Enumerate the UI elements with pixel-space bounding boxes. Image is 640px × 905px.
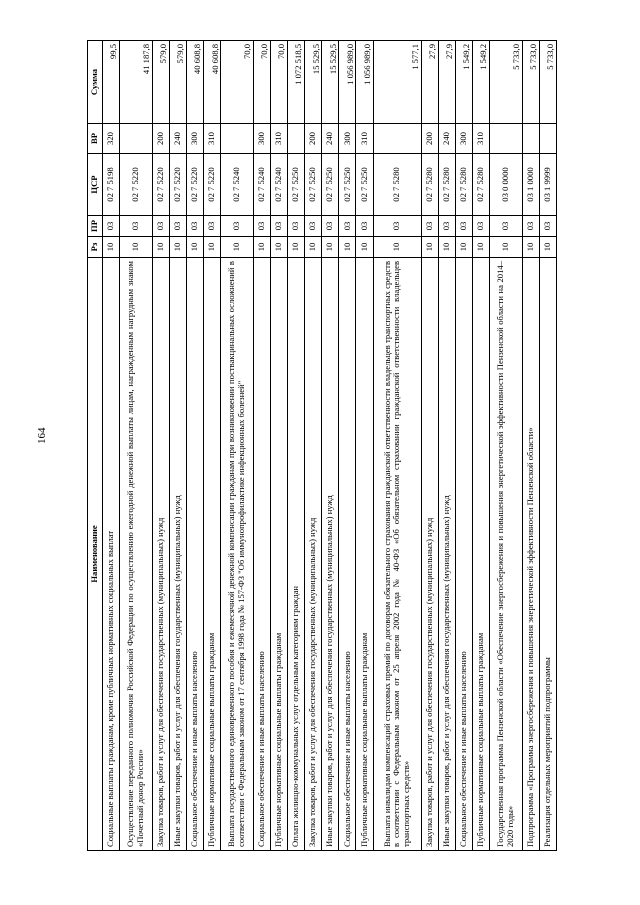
- cell-vr: [287, 124, 304, 154]
- table-row: [120, 41, 153, 851]
- table-row: [270, 41, 287, 851]
- cell-csr: 02 7 5220: [204, 154, 221, 216]
- cell-name: Подпрограмма «Программа энергосбережения и повышения энергетической эффективности Пензенской области»: [522, 258, 539, 851]
- cell-rz: 10: [522, 237, 539, 258]
- cell-name: Социальное обеспечение и иные выплаты населению: [455, 258, 472, 851]
- cell-vr: [539, 124, 556, 154]
- cell-pr: 03: [287, 216, 304, 237]
- table-row: [305, 41, 322, 851]
- cell-pr: 03: [322, 216, 339, 237]
- cell-rz: 10: [169, 237, 186, 258]
- cell-name: Государственная программа Пензенской области «Обеспечение энергосбережения и повышения энергетической эффективности Пензенской области на 2014–2020 годы»: [490, 258, 523, 851]
- cell-name: Социальное обеспечение и иные выплаты населению: [186, 258, 203, 851]
- cell-vr: 240: [322, 124, 339, 154]
- cell-csr: 02 7 5240: [253, 154, 270, 216]
- table-row: [186, 41, 203, 851]
- header-pr: ПР: [88, 216, 103, 237]
- cell-pr: 03: [539, 216, 556, 237]
- header-rz: Рз: [88, 237, 103, 258]
- table-row: [204, 41, 221, 851]
- cell-vr: [221, 124, 254, 154]
- cell-name: Иные закупки товаров, работ и услуг для обеспечения государственных (муниципальных) нужд: [169, 258, 186, 851]
- cell-name: Социальное обеспечение и иные выплаты населению: [253, 258, 270, 851]
- cell-pr: 03: [204, 216, 221, 237]
- cell-csr: 02 7 5250: [356, 154, 373, 216]
- cell-sum: 579,0: [169, 41, 186, 124]
- cell-rz: 10: [356, 237, 373, 258]
- cell-sum: 70,0: [221, 41, 254, 124]
- cell-rz: 10: [438, 237, 455, 258]
- cell-csr: 02 7 5198: [103, 154, 120, 216]
- table-row: [455, 41, 472, 851]
- page-number: 164: [36, 427, 48, 444]
- cell-csr: 02 7 5250: [322, 154, 339, 216]
- cell-rz: 10: [490, 237, 523, 258]
- table-row: [522, 41, 539, 851]
- cell-sum: 99,5: [103, 41, 120, 124]
- table-row: [152, 41, 169, 851]
- cell-vr: [490, 124, 523, 154]
- cell-vr: 300: [455, 124, 472, 154]
- cell-pr: 03: [490, 216, 523, 237]
- cell-vr: 300: [339, 124, 356, 154]
- cell-pr: 03: [438, 216, 455, 237]
- cell-rz: 10: [120, 237, 153, 258]
- cell-rz: 10: [204, 237, 221, 258]
- cell-sum: 1 549,2: [455, 41, 472, 124]
- cell-name: Публичные нормативные социальные выплаты гражданам: [270, 258, 287, 851]
- cell-sum: 40 608,8: [186, 41, 203, 124]
- cell-name: Иные закупки товаров, работ и услуг для обеспечения государственных (муниципальных) нужд: [322, 258, 339, 851]
- cell-sum: 40 608,8: [204, 41, 221, 124]
- cell-rz: 10: [421, 237, 438, 258]
- cell-vr: 310: [270, 124, 287, 154]
- cell-pr: 03: [356, 216, 373, 237]
- header-csr: ЦСР: [88, 154, 103, 216]
- cell-csr: 03 1 0000: [522, 154, 539, 216]
- cell-csr: 02 7 5280: [421, 154, 438, 216]
- cell-csr: 02 7 5220: [186, 154, 203, 216]
- cell-vr: 310: [204, 124, 221, 154]
- cell-csr: 02 7 5220: [152, 154, 169, 216]
- cell-name: Выплата государственного единовременного пособия и ежемесячной денежной компенсации гражданам при возникновении поствакцинальных осложнений в соответствии с Федеральным законом от 17 сентября 1998 года № 157-ФЗ "Об иммунопрофилактике инфекционных болезней": [221, 258, 254, 851]
- cell-vr: 200: [305, 124, 322, 154]
- cell-vr: 200: [152, 124, 169, 154]
- cell-csr: 03 1 9999: [539, 154, 556, 216]
- cell-sum: 1 056 989,0: [356, 41, 373, 124]
- cell-pr: 03: [169, 216, 186, 237]
- cell-rz: 10: [322, 237, 339, 258]
- cell-sum: 27,9: [421, 41, 438, 124]
- table-row: [421, 41, 438, 851]
- cell-name: Выплата инвалидам компенсаций страховых премий по договорам обязательного страхования гражданской ответственности владельцев транспортных средств в соответствии с Федеральным законом от 25 апреля 2002 года № 40-ФЗ «Об обязательном страховании гражданской ответственности владельцев транспортных средств»: [373, 258, 421, 851]
- cell-name: Публичные нормативные социальные выплаты гражданам: [204, 258, 221, 851]
- table-row: [339, 41, 356, 851]
- cell-csr: 02 7 5280: [455, 154, 472, 216]
- cell-sum: 1 549,2: [472, 41, 489, 124]
- cell-vr: 200: [421, 124, 438, 154]
- cell-csr: 02 7 5220: [169, 154, 186, 216]
- cell-name: Осуществление переданного полномочия Российской Федерации по осуществлению ежегодной денежной выплаты лицам, награжденным нагрудным знаком «Почетный донор России»: [120, 258, 153, 851]
- budget-table: [87, 40, 557, 851]
- table-row: [490, 41, 523, 851]
- cell-name: Оплата жилищно-коммунальных услуг отдельным категориям граждан: [287, 258, 304, 851]
- cell-sum: 579,0: [152, 41, 169, 124]
- cell-rz: 10: [103, 237, 120, 258]
- cell-name: Реализация отдельных мероприятий подпрограммы: [539, 258, 556, 851]
- cell-sum: 5 733,0: [539, 41, 556, 124]
- cell-vr: 310: [356, 124, 373, 154]
- cell-rz: 10: [270, 237, 287, 258]
- cell-pr: 03: [186, 216, 203, 237]
- cell-name: Закупка товаров, работ и услуг для обеспечения государственных (муниципальных) нужд: [305, 258, 322, 851]
- cell-sum: 1 056 989,0: [339, 41, 356, 124]
- cell-pr: 03: [120, 216, 153, 237]
- cell-pr: 03: [152, 216, 169, 237]
- cell-pr: 03: [421, 216, 438, 237]
- table-row: [322, 41, 339, 851]
- cell-sum: 1 577,1: [373, 41, 421, 124]
- cell-name: Социальное обеспечение и иные выплаты населению: [339, 258, 356, 851]
- cell-sum: 1 072 518,5: [287, 41, 304, 124]
- cell-rz: 10: [305, 237, 322, 258]
- cell-vr: 300: [186, 124, 203, 154]
- table-row: [539, 41, 556, 851]
- table-row: [169, 41, 186, 851]
- cell-rz: 10: [339, 237, 356, 258]
- cell-vr: 320: [103, 124, 120, 154]
- table-row: [373, 41, 421, 851]
- cell-pr: 03: [103, 216, 120, 237]
- cell-name: Публичные нормативные социальные выплаты гражданам: [472, 258, 489, 851]
- cell-rz: 10: [455, 237, 472, 258]
- cell-csr: 02 7 5250: [339, 154, 356, 216]
- table-row: [103, 41, 120, 851]
- cell-rz: 10: [221, 237, 254, 258]
- cell-pr: 03: [472, 216, 489, 237]
- cell-sum: 70,0: [270, 41, 287, 124]
- cell-csr: 03 0 0000: [490, 154, 523, 216]
- cell-sum: 41 187,8: [120, 41, 153, 124]
- cell-name: Публичные нормативные социальные выплаты гражданам: [356, 258, 373, 851]
- cell-csr: 02 7 5240: [221, 154, 254, 216]
- table-row: [221, 41, 254, 851]
- cell-vr: [120, 124, 153, 154]
- cell-pr: 03: [253, 216, 270, 237]
- header-vr: ВР: [88, 124, 103, 154]
- cell-vr: 300: [253, 124, 270, 154]
- cell-rz: 10: [253, 237, 270, 258]
- table-header-row: [88, 41, 103, 851]
- cell-rz: 10: [373, 237, 421, 258]
- table-row: [472, 41, 489, 851]
- header-sum: Сумма: [88, 41, 103, 124]
- cell-sum: 15 529,5: [322, 41, 339, 124]
- cell-name: Закупка товаров, работ и услуг для обеспечения государственных (муниципальных) нужд: [152, 258, 169, 851]
- cell-sum: 15 529,5: [305, 41, 322, 124]
- rotated-table-container: [87, 41, 557, 851]
- cell-pr: 03: [305, 216, 322, 237]
- table-row: [287, 41, 304, 851]
- cell-vr: [373, 124, 421, 154]
- table-row: [356, 41, 373, 851]
- cell-rz: 10: [287, 237, 304, 258]
- cell-rz: 10: [186, 237, 203, 258]
- cell-csr: 02 7 5220: [120, 154, 153, 216]
- cell-name: Иные закупки товаров, работ и услуг для обеспечения государственных (муниципальных) нужд: [438, 258, 455, 851]
- cell-pr: 03: [373, 216, 421, 237]
- cell-pr: 03: [522, 216, 539, 237]
- cell-pr: 03: [270, 216, 287, 237]
- cell-pr: 03: [455, 216, 472, 237]
- cell-name: Закупка товаров, работ и услуг для обеспечения государственных (муниципальных) нужд: [421, 258, 438, 851]
- table-row: [253, 41, 270, 851]
- cell-pr: 03: [221, 216, 254, 237]
- cell-csr: 02 7 5240: [270, 154, 287, 216]
- cell-vr: 310: [472, 124, 489, 154]
- cell-sum: 5 733,0: [522, 41, 539, 124]
- table-row: [438, 41, 455, 851]
- cell-sum: 27,9: [438, 41, 455, 124]
- cell-vr: 240: [169, 124, 186, 154]
- cell-vr: 240: [438, 124, 455, 154]
- header-name: Наименование: [88, 258, 103, 851]
- cell-csr: 02 7 5280: [472, 154, 489, 216]
- cell-csr: 02 7 5250: [287, 154, 304, 216]
- cell-csr: 02 7 5280: [373, 154, 421, 216]
- cell-name: Социальные выплаты гражданам, кроме публичных нормативных социальных выплат: [103, 258, 120, 851]
- cell-csr: 02 7 5250: [305, 154, 322, 216]
- cell-pr: 03: [339, 216, 356, 237]
- cell-rz: 10: [539, 237, 556, 258]
- cell-vr: [522, 124, 539, 154]
- cell-rz: 10: [152, 237, 169, 258]
- cell-sum: 5 733,0: [490, 41, 523, 124]
- cell-csr: 02 7 5280: [438, 154, 455, 216]
- cell-sum: 70,0: [253, 41, 270, 124]
- cell-rz: 10: [472, 237, 489, 258]
